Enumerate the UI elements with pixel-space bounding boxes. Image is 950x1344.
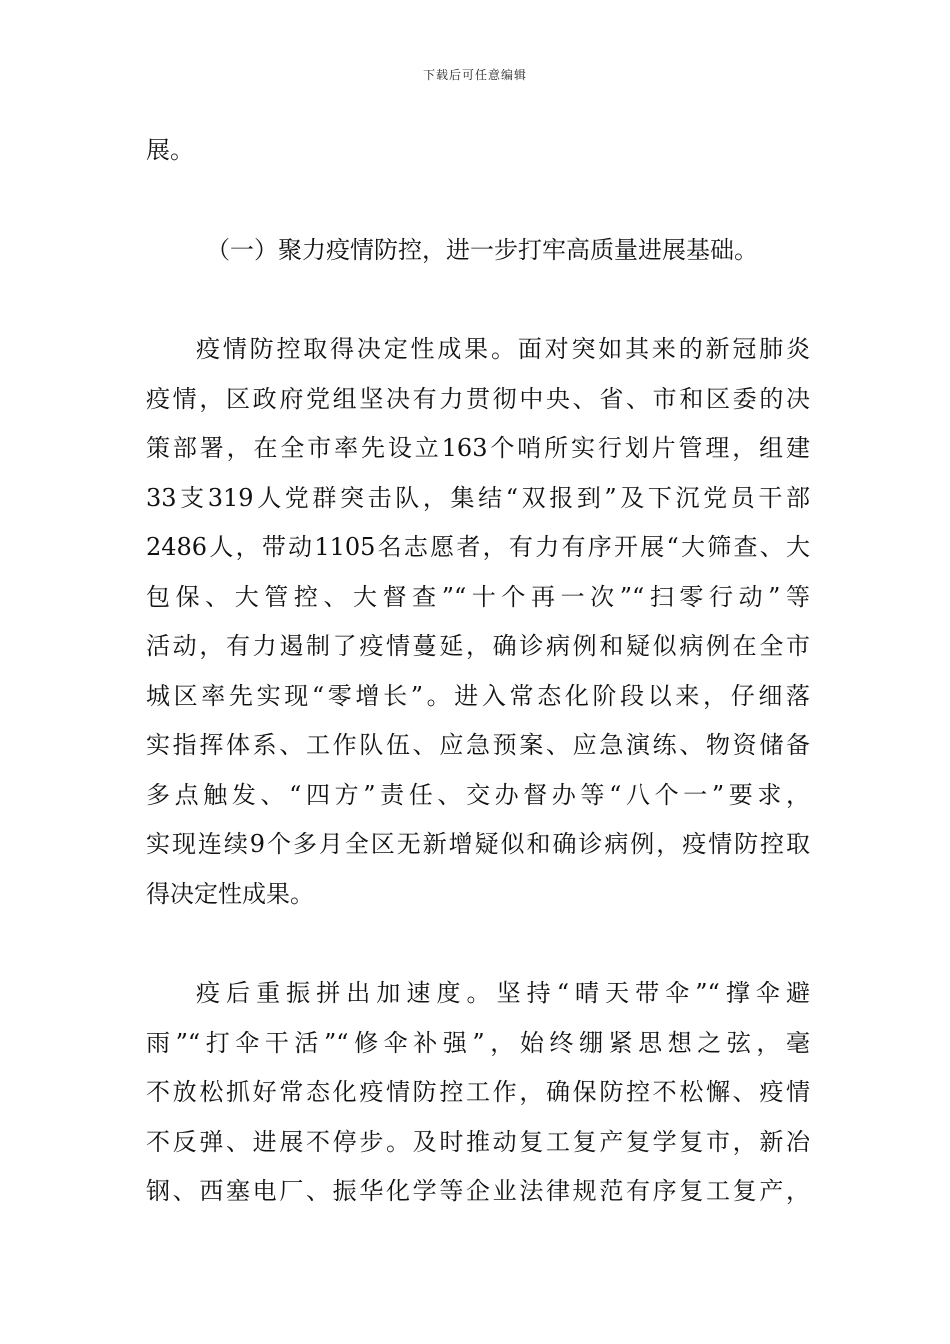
paragraph-line: 疫情防控取得决定性成果。面对突如其来的新冠肺炎 bbox=[196, 335, 810, 363]
paragraph-line: 城区率先实现“零增长”。进入常态化阶段以来，仔细落 bbox=[146, 681, 810, 710]
paragraph-line: 多点触发、“四方”责任、交办督办等“八个一”要求， bbox=[146, 780, 810, 809]
paragraph-gap bbox=[146, 919, 810, 969]
paragraph-gap bbox=[146, 176, 810, 226]
paragraph-line: 雨”“打伞干活”“修伞补强”，始终绷紧思想之弦，毫 bbox=[146, 1028, 810, 1057]
paragraph-gap bbox=[146, 275, 810, 325]
document-body bbox=[146, 126, 810, 1217]
header-note: 下载后可任意编辑 bbox=[422, 68, 527, 82]
paragraph-line: 实现连续9个多月全区无新增疑似和确诊病例，疫情防控取 bbox=[146, 830, 810, 858]
paragraph-line: 2486人，带动1105名志愿者，有力有序开展“大筛查、大 bbox=[146, 533, 810, 561]
section-heading: （一）聚力疫情防控，进一步打牢高质量进展基础。 bbox=[206, 235, 758, 264]
continuation-line: 展。 bbox=[146, 136, 194, 164]
paragraph-line: 包保、大管控、大督查”“十个再一次”“扫零行动”等 bbox=[146, 582, 810, 611]
paragraph-line: 不反弹、进展不停步。及时推动复工复产复学复市，新冶 bbox=[146, 1127, 810, 1156]
paragraph-line: 实指挥体系、工作队伍、应急预案、应急演练、物资储备 bbox=[146, 731, 810, 759]
paragraph-2 bbox=[146, 969, 810, 1217]
paragraph-line: 钢、西塞电厂、振华化学等企业法律规范有序复工复产， bbox=[146, 1177, 810, 1205]
paragraph-1 bbox=[146, 325, 810, 919]
paragraph-line: 33支319人党群突击队，集结“双报到”及下沉党员干部 bbox=[146, 483, 810, 512]
paragraph-line: 得决定性成果。 bbox=[146, 879, 314, 908]
paragraph-line: 活动，有力遏制了疫情蔓延，确诊病例和疑似病例在全市 bbox=[146, 632, 810, 660]
paragraph-line: 疫后重振拼出加速度。坚持“晴天带伞”“撑伞避 bbox=[196, 979, 810, 1007]
paragraph-line: 疫情，区政府党组坚决有力贯彻中央、省、市和区委的决 bbox=[146, 384, 810, 413]
paragraph-line: 策部署，在全市率先设立163个哨所实行划片管理，组建 bbox=[146, 434, 810, 462]
paragraph-line: 不放松抓好常态化疫情防控工作，确保防控不松懈、疫情 bbox=[146, 1078, 810, 1106]
